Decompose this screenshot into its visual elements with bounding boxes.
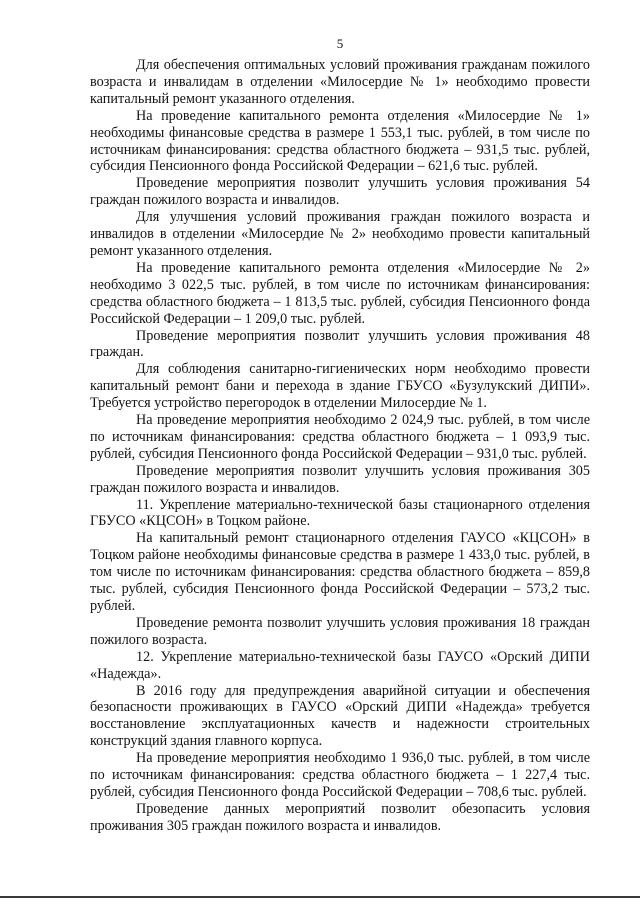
- bottom-rule: [0, 896, 640, 898]
- paragraph: На проведение капитального ремонта отделения «Милосердие № 1» необходимы финансовые средства в размере 1 553,1 тыс. рублей, в том числе по источникам финансирования: средства областного бюджета – 931,5 тыс. рублей, субсидия Пенсионного фонда Российской Федерации – 621,6 тыс. рублей.: [90, 107, 590, 175]
- paragraph: В 2016 году для предупреждения аварийной ситуации и обеспечения безопасности проживающих в ГАУСО «Орский ДИПИ «Надежда» требуется восстановление эксплуатационных качеств и надежности строительных конструкций здания главного корпуса.: [90, 682, 590, 750]
- paragraph: Проведение данных мероприятий позволит обезопасить условия проживания 305 граждан пожилого возраста и инвалидов.: [90, 800, 590, 834]
- document-body: [90, 57, 590, 835]
- paragraph: Проведение ремонта позволит улучшить условия проживания 18 граждан пожилого возраста.: [90, 614, 590, 648]
- paragraph: Для обеспечения оптимальных условий проживания гражданам пожилого возраста и инвалидам в отделении «Милосердие № 1» необходимо провести капитальный ремонт указанного отделения.: [90, 57, 590, 107]
- paragraph: Проведение мероприятия позволит улучшить условия проживания 54 граждан пожилого возраста и инвалидов.: [90, 175, 590, 209]
- paragraph: На проведение мероприятия необходимо 2 024,9 тыс. рублей, в том числе по источникам финансирования: средства областного бюджета – 1 093,9 тыс. рублей, субсидия Пенсионного фонда Российской Федерации – 931,0 тыс. рублей.: [90, 412, 590, 462]
- paragraph: Для соблюдения санитарно-гигиенических норм необходимо провести капитальный ремонт бани и перехода в здание ГБУСО «Бузулукский ДИПИ». Требуется устройство перегородок в отделении Милосердие № 1.: [90, 361, 590, 412]
- paragraph: Для улучшения условий проживания граждан пожилого возраста и инвалидов в отделении «Милосердие № 2» необходимо провести капитальный ремонт указанного отделения.: [90, 209, 590, 259]
- section-heading: 11. Укрепление материально-технической базы стационарного отделения ГБУСО «КЦСОН» в Тоцком районе.: [90, 496, 590, 530]
- paragraph: На капитальный ремонт стационарного отделения ГАУСО «КЦСОН» в Тоцком районе необходимы финансовые средства в размере 1 433,0 тыс. рублей, в том числе по источникам финансирования: средства областного бюджета – 859,8 тыс. рублей, субсидия Пенсионного фонда Российской Федерации – 573,2 тыс. рублей.: [90, 530, 590, 614]
- paragraph: На проведение капитального ремонта отделения «Милосердие № 2» необходимо 3 022,5 тыс. рублей, в том числе по источникам финансирования: средства областного бюджета – 1 813,5 тыс. рублей, субсидия Пенсионного фонда Российской Федерации – 1 209,0 тыс. рублей.: [90, 259, 590, 327]
- page-number: 5: [336, 36, 344, 51]
- paragraph: Проведение мероприятия позволит улучшить условия проживания 305 граждан пожилого возраста и инвалидов.: [90, 462, 590, 496]
- paragraph: Проведение мероприятия позволит улучшить условия проживания 48 граждан.: [90, 327, 590, 361]
- paragraph: На проведение мероприятия необходимо 1 936,0 тыс. рублей, в том числе по источникам финансирования: средства областного бюджета – 1 227,4 тыс. рублей, субсидия Пенсионного фонда Российской Федерации – 708,6 тыс. рублей.: [90, 750, 590, 800]
- section-heading: 12. Укрепление материально-технической базы ГАУСО «Орский ДИПИ «Надежда».: [90, 648, 590, 682]
